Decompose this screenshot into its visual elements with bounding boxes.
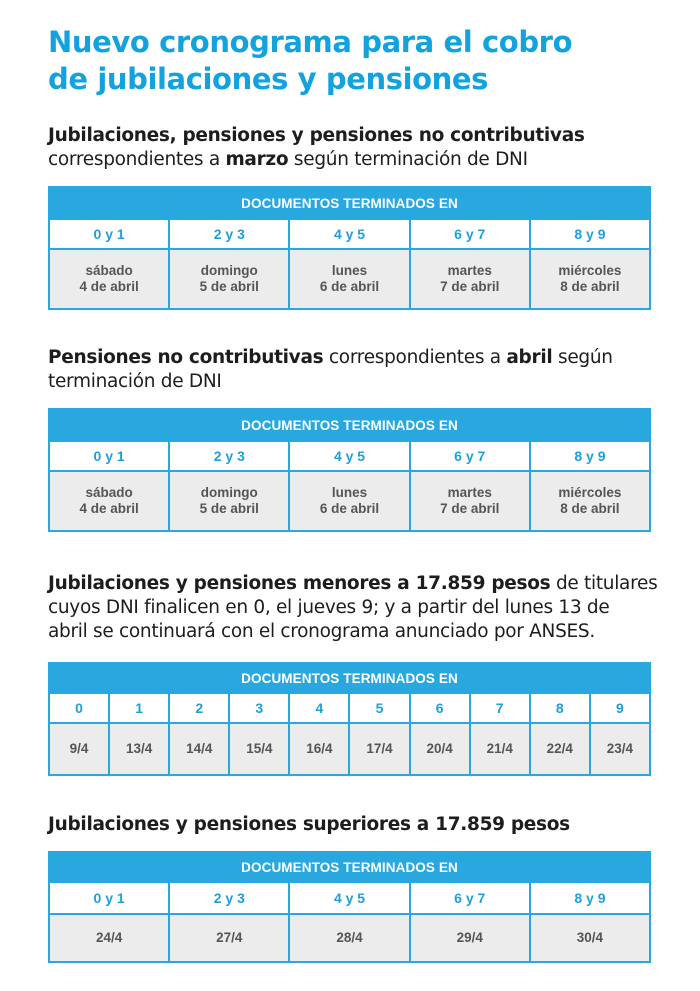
digits-cell: 2 y 3: [168, 883, 288, 915]
date-label: 7 de abril: [440, 501, 500, 516]
date-cell: 28/4: [288, 915, 408, 961]
date-cell: 13/4: [108, 724, 168, 774]
page-title: [48, 24, 572, 98]
table-key-row: [50, 883, 649, 915]
date-cell: 24/4: [50, 915, 168, 961]
section-4-heading: Jubilaciones y pensiones superiores a 17.859 pesos: [48, 814, 570, 835]
section-2-text-5: terminación de DNI: [48, 371, 222, 392]
section-1-text-1: correspondientes a: [48, 149, 226, 170]
table-key-row: [50, 442, 649, 472]
digit-cell: 9: [589, 694, 649, 724]
day-label: miércoles: [558, 263, 622, 278]
date-label: 8 de abril: [560, 501, 620, 516]
digit-cell: 8: [529, 694, 589, 724]
table-header: DOCUMENTOS TERMINADOS EN: [50, 188, 649, 220]
digit-cell: 5: [348, 694, 408, 724]
day-label: domingo: [200, 263, 258, 278]
schedule-table-1: [48, 186, 651, 310]
digits-cell: 6 y 7: [409, 220, 529, 250]
date-label: 5 de abril: [199, 279, 259, 294]
date-cell: [168, 472, 288, 530]
date-label: 5 de abril: [199, 501, 259, 516]
section-2-month: abril: [506, 347, 553, 368]
section-3-description: [48, 572, 657, 644]
date-cell: 22/4: [529, 724, 589, 774]
date-cell: [168, 250, 288, 308]
date-cell: [409, 472, 529, 530]
digits-cell: 0 y 1: [50, 883, 168, 915]
digits-cell: 0 y 1: [50, 220, 168, 250]
table-header: DOCUMENTOS TERMINADOS EN: [50, 410, 649, 442]
table-header: DOCUMENTOS TERMINADOS EN: [50, 664, 649, 694]
section-1-text-3: según terminación de DNI: [288, 149, 528, 170]
table-key-row: [50, 694, 649, 724]
day-label: martes: [447, 263, 492, 278]
digits-cell: 8 y 9: [529, 883, 649, 915]
day-label: lunes: [331, 485, 368, 500]
digits-cell: 8 y 9: [529, 442, 649, 472]
digits-cell: 2 y 3: [168, 220, 288, 250]
section-1-description: [48, 124, 585, 172]
section-2-heading: Pensiones no contributivas: [48, 347, 324, 368]
table-value-row: [50, 915, 649, 961]
date-cell: 20/4: [409, 724, 469, 774]
date-cell: 17/4: [348, 724, 408, 774]
day-label: sábado: [85, 485, 133, 500]
date-label: 6 de abril: [319, 501, 380, 516]
date-label: 4 de abril: [79, 279, 139, 294]
date-cell: [409, 250, 529, 308]
digit-cell: 7: [469, 694, 529, 724]
date-cell: 23/4: [589, 724, 649, 774]
table-value-row: [50, 724, 649, 774]
digits-cell: 6 y 7: [409, 883, 529, 915]
date-cell: [529, 250, 649, 308]
date-cell: [50, 472, 168, 530]
digits-cell: 6 y 7: [409, 442, 529, 472]
digit-cell: 1: [108, 694, 168, 724]
date-label: 7 de abril: [440, 279, 500, 294]
schedule-table-3: [48, 662, 651, 776]
digit-cell: 3: [228, 694, 288, 724]
date-cell: 29/4: [409, 915, 529, 961]
digit-cell: 2: [168, 694, 228, 724]
date-cell: 30/4: [529, 915, 649, 961]
table-key-row: [50, 220, 649, 250]
day-label: domingo: [200, 485, 258, 500]
day-label: sábado: [85, 263, 133, 278]
section-3-text-2: de titulares: [550, 573, 658, 594]
date-cell: 27/4: [168, 915, 288, 961]
section-3-heading: Jubilaciones y pensiones menores a 17.859 pesos: [48, 573, 551, 594]
table-value-row: [50, 250, 649, 308]
date-cell: [529, 472, 649, 530]
digit-cell: 4: [288, 694, 348, 724]
day-label: martes: [447, 485, 492, 500]
section-3-line-2: cuyos DNI finalicen en 0, el jueves 9; y a partir del lunes 13 de: [48, 597, 610, 618]
date-label: 8 de abril: [560, 279, 620, 294]
date-cell: 15/4: [228, 724, 288, 774]
date-label: 4 de abril: [79, 501, 139, 516]
date-cell: [50, 250, 168, 308]
table-value-row: [50, 472, 649, 530]
date-cell: [288, 250, 408, 308]
date-label: 6 de abril: [319, 279, 380, 294]
section-2-text-4: según: [552, 347, 613, 368]
digits-cell: 4 y 5: [288, 220, 408, 250]
digits-cell: 4 y 5: [288, 883, 408, 915]
digits-cell: 4 y 5: [288, 442, 408, 472]
page-title-line-2: de jubilaciones y pensiones: [48, 62, 489, 96]
date-cell: [288, 472, 408, 530]
schedule-table-2: [48, 408, 651, 532]
day-label: miércoles: [558, 485, 622, 500]
digit-cell: 6: [409, 694, 469, 724]
table-header: DOCUMENTOS TERMINADOS EN: [50, 853, 649, 883]
digits-cell: 0 y 1: [50, 442, 168, 472]
page-title-line-1: Nuevo cronograma para el cobro: [48, 25, 573, 59]
digit-cell: 0: [50, 694, 108, 724]
digits-cell: 8 y 9: [529, 220, 649, 250]
section-4-description: [48, 813, 570, 837]
schedule-table-4: [48, 851, 651, 963]
date-cell: 21/4: [469, 724, 529, 774]
section-1-month: marzo: [225, 149, 289, 170]
date-cell: 14/4: [168, 724, 228, 774]
date-cell: 9/4: [50, 724, 108, 774]
digits-cell: 2 y 3: [168, 442, 288, 472]
section-2-text-2: correspondientes a: [323, 347, 507, 368]
section-2-description: [48, 346, 613, 394]
date-cell: 16/4: [288, 724, 348, 774]
day-label: lunes: [331, 263, 368, 278]
section-3-line-3: abril se continuará con el cronograma anunciado por ANSES.: [48, 621, 595, 642]
section-1-heading: Jubilaciones, pensiones y pensiones no contributivas: [48, 125, 585, 146]
